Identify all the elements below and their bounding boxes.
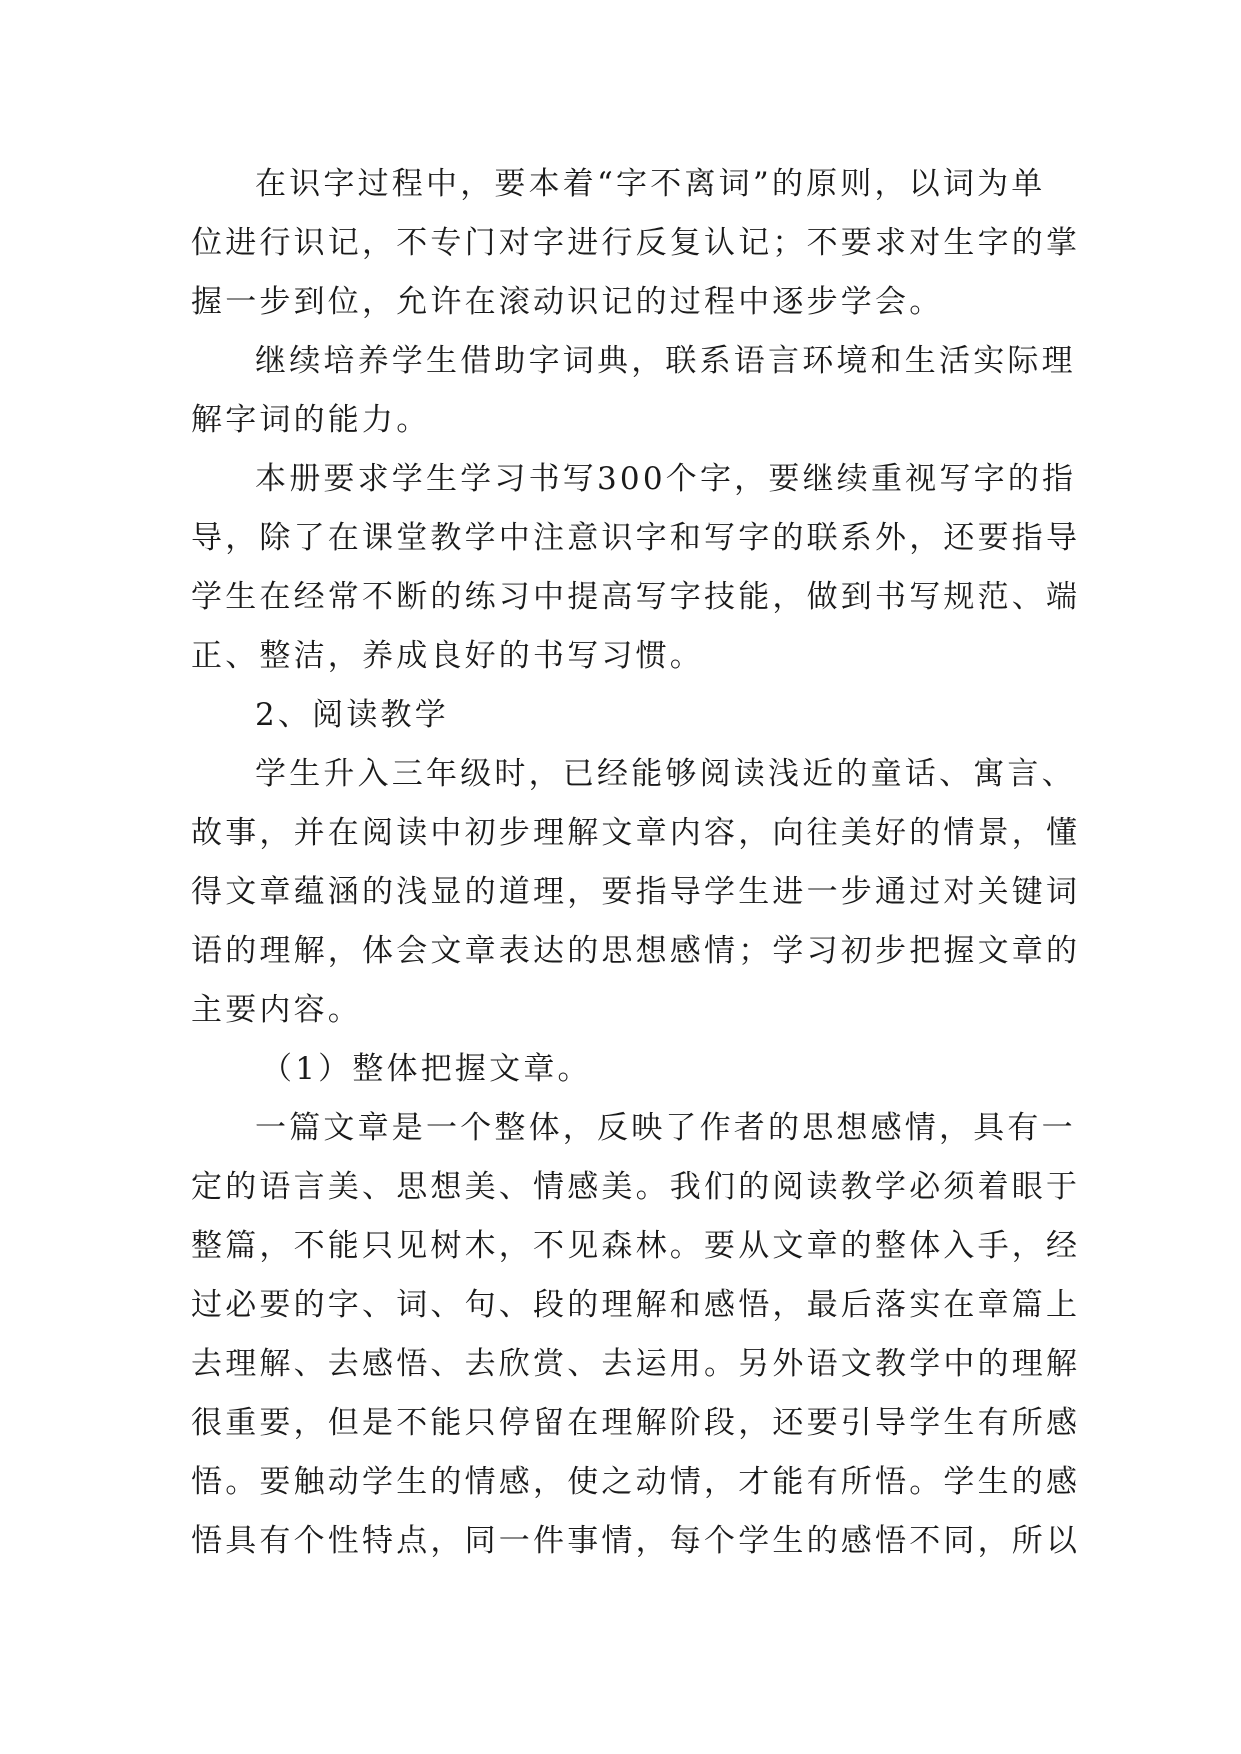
text-line: 导，除了在课堂教学中注意识字和写字的联系外，还要指导 — [191, 520, 1081, 556]
text-line: 语的理解，体会文章表达的思想感情；学习初步把握文章的 — [191, 933, 1081, 969]
section-heading-reading — [191, 686, 1051, 745]
paragraph-dictionary-use — [191, 332, 1076, 450]
paragraph-whole-text — [191, 1099, 1081, 1571]
text-line: 学生升入三年级时，已经能够阅读浅近的童话、寓言、 — [255, 756, 1076, 792]
text-line: 一篇文章是一个整体，反映了作者的思想感情，具有一 — [255, 1110, 1076, 1146]
subsection-heading-whole-text — [191, 1040, 1051, 1099]
document-body — [191, 155, 1081, 1571]
paragraph-reading-intro — [191, 745, 1081, 1040]
text-line: 继续培养学生借助字词典，联系语言环境和生活实际理 — [255, 343, 1076, 379]
text-line: 过必要的字、词、句、段的理解和感悟，最后落实在章篇上 — [191, 1287, 1081, 1323]
text-line: 得文章蕴涵的浅显的道理，要指导学生进一步通过对关键词 — [191, 874, 1081, 910]
text-line: 主要内容。 — [191, 992, 362, 1028]
text-line: 握一步到位，允许在滚动识记的过程中逐步学会。 — [191, 284, 944, 320]
text-line: 解字词的能力。 — [191, 402, 431, 438]
paragraph-literacy-principle — [191, 155, 1081, 332]
text-line: 整篇，不能只见树木，不见森林。要从文章的整体入手，经 — [191, 1228, 1081, 1264]
text-line: 很重要，但是不能只停留在理解阶段，还要引导学生有所感 — [191, 1405, 1081, 1441]
paragraph-writing-guidance — [191, 450, 1081, 686]
text-line: 去理解、去感悟、去欣赏、去运用。另外语文教学中的理解 — [191, 1346, 1081, 1382]
text-line: 故事，并在阅读中初步理解文章内容，向往美好的情景，懂 — [191, 815, 1081, 851]
text-line: 正、整洁，养成良好的书写习惯。 — [191, 638, 704, 674]
text-line: 学生在经常不断的练习中提高写字技能，做到书写规范、端 — [191, 579, 1081, 615]
text-line: 本册要求学生学习书写300个字，要继续重视写字的指 — [255, 461, 1077, 497]
heading-line: （1）整体把握文章。 — [261, 1051, 592, 1087]
text-line: 悟。要触动学生的情感，使之动情，才能有所悟。学生的感 — [191, 1464, 1081, 1500]
text-line: 悟具有个性特点，同一件事情，每个学生的感悟不同，所以 — [191, 1523, 1081, 1559]
heading-line: 2、阅读教学 — [255, 697, 449, 733]
text-line: 位进行识记，不专门对字进行反复认记；不要求对生字的掌 — [191, 225, 1081, 261]
text-line: 在识字过程中，要本着“字不离词”的原则，以词为单 — [255, 166, 1046, 202]
text-line: 定的语言美、思想美、情感美。我们的阅读教学必须着眼于 — [191, 1169, 1081, 1205]
